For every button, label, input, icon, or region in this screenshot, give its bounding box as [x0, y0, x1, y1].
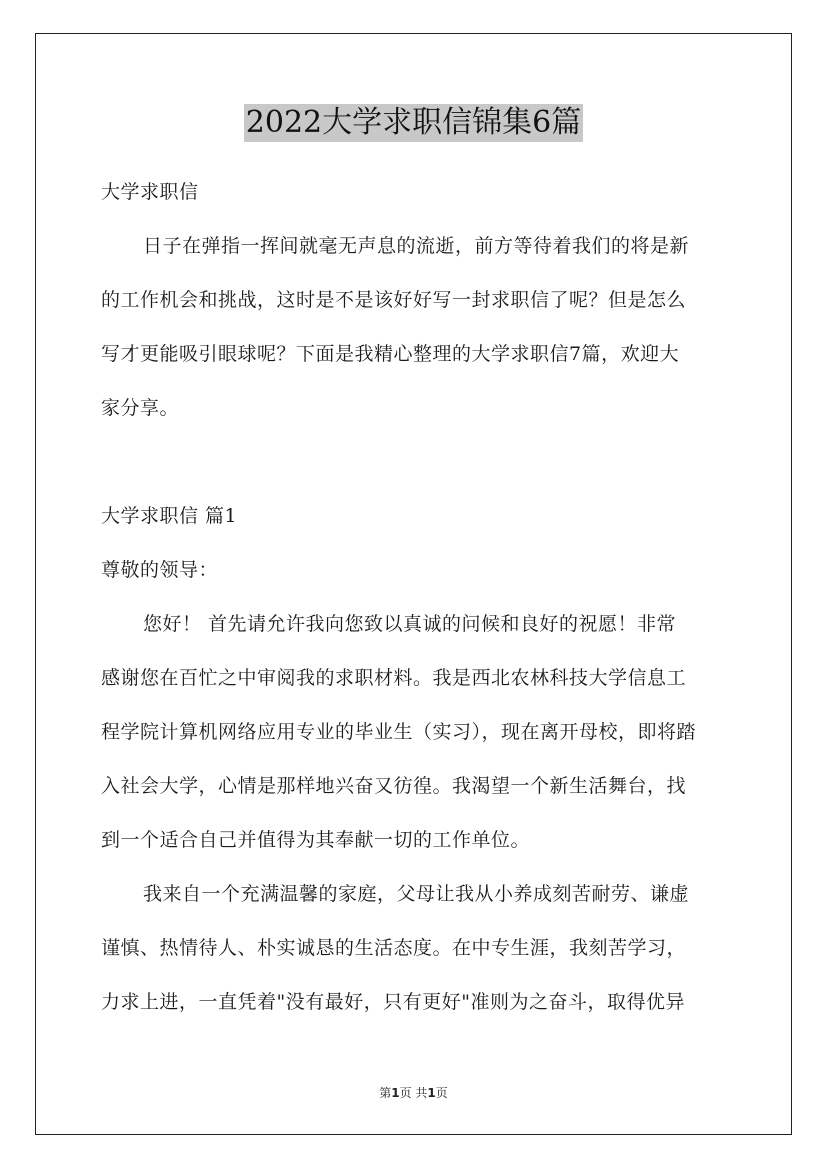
intro-heading: 大学求职信: [101, 181, 199, 203]
blank-line: [101, 435, 727, 489]
paragraph-line: 到一个适合自己并值得为其奉献一切的工作单位。: [101, 829, 531, 851]
document-title: 2022大学求职信锦集6篇: [245, 105, 582, 140]
intro-line: 日子在弹指一挥间就毫无声息的流逝，前方等待着我们的将是新: [143, 235, 690, 257]
footer-page-number: 1: [391, 1086, 400, 1100]
title-container: [0, 104, 827, 142]
intro-line: 的工作机会和挑战，这时是不是该好好写一封求职信了呢？但是怎么: [101, 289, 687, 311]
section-heading: 大学求职信 篇1: [101, 505, 238, 527]
footer-prefix: 第: [379, 1086, 392, 1100]
footer-suffix: 页: [435, 1086, 448, 1100]
document-body: [101, 165, 727, 1029]
intro-line: 家分享。: [101, 397, 180, 419]
salutation: 尊敬的领导：: [101, 559, 219, 581]
paragraph-line: 您好！ 首先请允许我向您致以真诚的问候和良好的祝愿！非常: [143, 613, 677, 635]
paragraph-line: 谨慎、热情待人、朴实诚恳的生活态度。在中专生涯，我刻苦学习，: [101, 937, 687, 959]
paragraph-line: 感谢您在百忙之中审阅我的求职材料。我是西北农林科技大学信息工: [101, 667, 687, 689]
paragraph-line: 力求上进，一直凭着"没有最好，只有更好"准则为之奋斗，取得优异: [101, 991, 685, 1013]
footer-total-pages: 1: [427, 1086, 436, 1100]
paragraph-line: 入社会大学，心情是那样地兴奋又彷徨。我渴望一个新生活舞台，找: [101, 775, 687, 797]
paragraph-line: 我来自一个充满温馨的家庭，父母让我从小养成刻苦耐劳、谦虚: [143, 883, 690, 905]
page-footer: [0, 1084, 827, 1101]
paragraph-line: 程学院计算机网络应用专业的毕业生（实习），现在离开母校，即将踏: [101, 721, 697, 743]
footer-mid: 页 共: [399, 1086, 428, 1100]
intro-line: 写才更能吸引眼球呢？下面是我精心整理的大学求职信7篇，欢迎大: [101, 343, 680, 365]
